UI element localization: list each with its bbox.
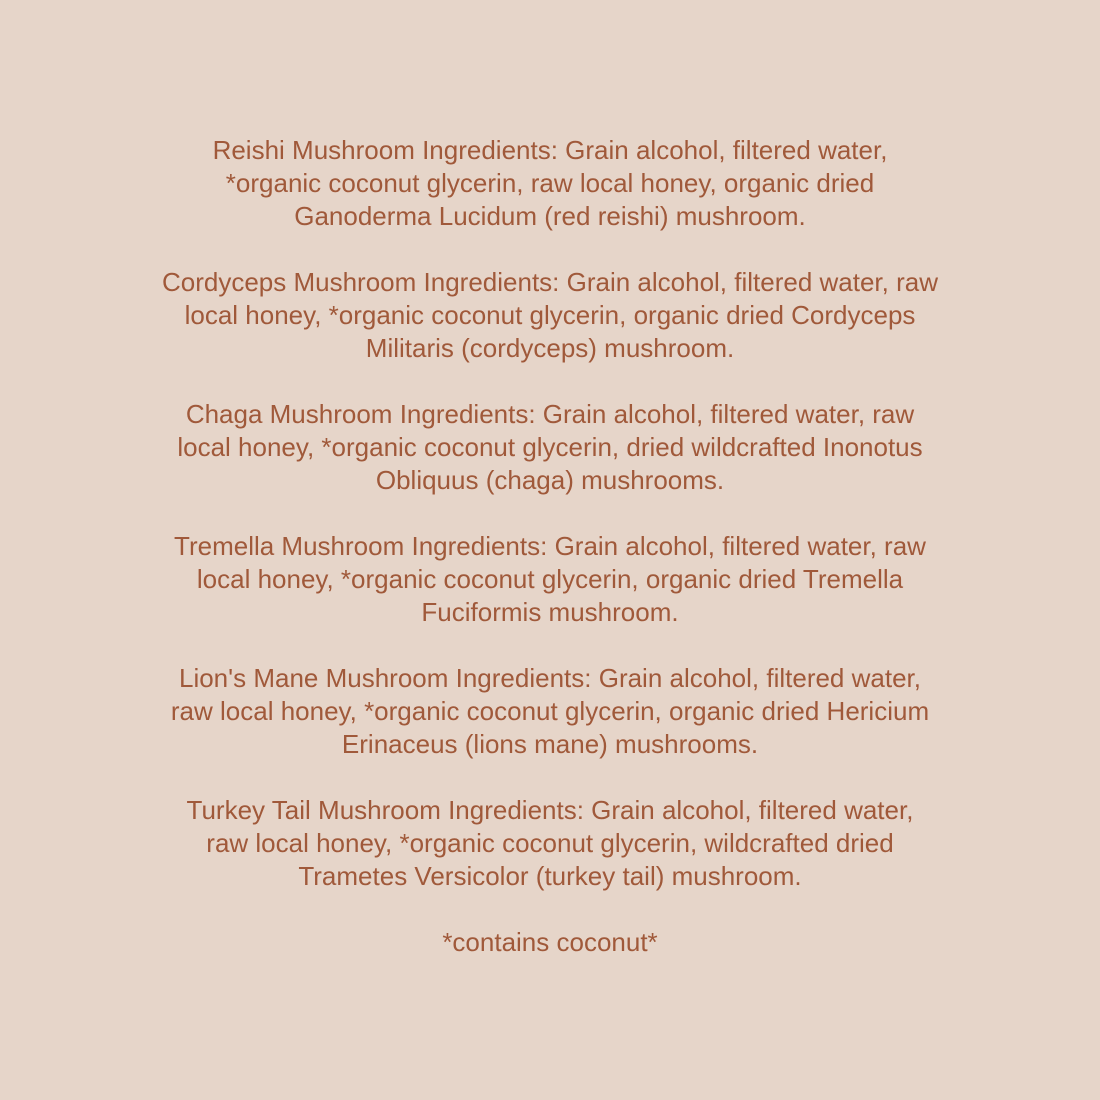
paragraph-line: local honey, *organic coconut glycerin, organic dried Tremella <box>196 564 904 594</box>
paragraph-line: raw local honey, *organic coconut glycerin, wildcrafted dried <box>206 828 894 858</box>
paragraph-line: Chaga Mushroom Ingredients: Grain alcohol, filtered water, raw <box>185 399 915 429</box>
reishi-ingredients-paragraph <box>0 134 1100 233</box>
paragraph-line: Erinaceus (lions mane) mushrooms. <box>341 729 759 759</box>
lions-mane-ingredients-paragraph <box>0 662 1100 761</box>
ingredients-text-block <box>0 134 1100 959</box>
paragraph-line: local honey, *organic coconut glycerin, dried wildcrafted Inonotus <box>177 432 923 462</box>
paragraph-line: *organic coconut glycerin, raw local honey, organic dried <box>225 168 875 198</box>
paragraph-line: Cordyceps Mushroom Ingredients: Grain alcohol, filtered water, raw <box>161 267 938 297</box>
paragraph-line: Fuciformis mushroom. <box>421 597 679 627</box>
paragraph-line: Trametes Versicolor (turkey tail) mushroom. <box>298 861 802 891</box>
turkey-tail-ingredients-paragraph <box>0 794 1100 893</box>
paragraph-line: Militaris (cordyceps) mushroom. <box>365 333 735 363</box>
paragraph-line: Obliquus (chaga) mushrooms. <box>375 465 725 495</box>
cordyceps-ingredients-paragraph <box>0 266 1100 365</box>
paragraph-line: Turkey Tail Mushroom Ingredients: Grain alcohol, filtered water, <box>186 795 914 825</box>
paragraph-line: raw local honey, *organic coconut glycerin, organic dried Hericium <box>170 696 930 726</box>
coconut-footnote: *contains coconut* <box>442 927 658 957</box>
chaga-ingredients-paragraph <box>0 398 1100 497</box>
paragraph-line: local honey, *organic coconut glycerin, organic dried Cordyceps <box>184 300 916 330</box>
paragraph-line: Reishi Mushroom Ingredients: Grain alcohol, filtered water, <box>212 135 888 165</box>
paragraph-line: Lion's Mane Mushroom Ingredients: Grain alcohol, filtered water, <box>178 663 921 693</box>
paragraph-line: Tremella Mushroom Ingredients: Grain alcohol, filtered water, raw <box>174 531 926 561</box>
paragraph-line: Ganoderma Lucidum (red reishi) mushroom. <box>294 201 806 231</box>
tremella-ingredients-paragraph <box>0 530 1100 629</box>
